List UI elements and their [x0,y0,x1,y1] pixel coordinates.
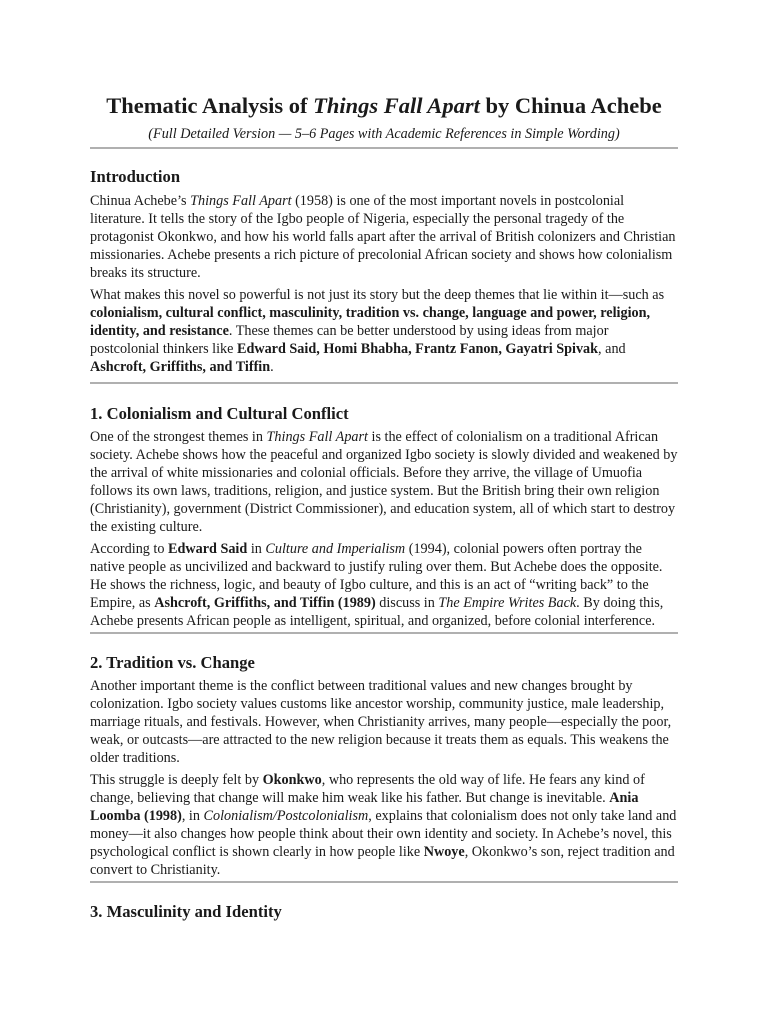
paragraph [90,428,678,536]
bold-run: colonialism, cultural conflict, masculinity, tradition vs. change, language and power, religion, identity, and resistance [90,305,651,339]
section-colonialism [90,404,678,630]
title-book: Things Fall Apart [313,93,480,118]
bold-run: Nwoye [423,844,465,860]
text-run: . [270,359,274,375]
text-run: . By doing this, Achebe presents African people as intelligent, spiritual, and organized, before colonial interference. [90,595,664,629]
bold-run: Ashcroft, Griffiths, and Tiffin [90,359,271,375]
text-run: , explains that colonialism does not only take land and money—it also changes how people think about their own identity and society. In Achebe’s novel, this psychological conflict is shown clearly in how people like [90,808,677,860]
bold-run: Edward Said, Homi Bhabha, Frantz Fanon, Gayatri Spivak [236,341,599,357]
text-run: What makes this novel so powerful is not just its story but the deep themes that lie within it—such as [90,287,665,303]
text-run: , Okonkwo’s son, reject tradition and convert to Christianity. [90,844,675,878]
text-run: , in [181,808,204,824]
text-run: . These themes can be better understood by using ideas from major postcolonial thinkers like [90,323,609,357]
divider [90,632,678,634]
title-suffix: by Chinua Achebe [479,93,662,118]
text-run: discuss in [375,595,439,611]
paragraph [90,771,678,879]
italic-run: Culture and Imperialism [265,541,406,557]
divider [90,147,678,149]
bold-run: Edward Said [168,541,248,557]
text-run: Chinua Achebe’s [90,193,191,209]
section-masculinity [90,902,678,922]
italic-run: The Empire Writes Back [438,595,577,611]
paragraph [90,677,678,767]
text-run: Another important theme is the conflict between traditional values and new changes brought by colonization. Igbo society values customs like ancestor worship, community justice, male leadership, marriage rituals, and festivals. However, when Christianity arrives, many people—especially the poor, weak, or outcasts—are attracted to the new religion because it treats them as equals. This weakens the older traditions. [90,678,672,766]
text-run: is the effect of colonialism on a traditional African society. Achebe shows how the peaceful and organized Igbo society is slowly divided and weakened by the arrival of white missionaries and colonial officials. Before they arrive, the village of Umuofia follows its own laws, traditions, religion, and justice system. But the British bring their own religion (Christianity), government (District Commissioner), and education system, all of which start to destroy the existing culture. [90,429,678,535]
text-run: (1958) is one of the most important novels in postcolonial literature. It tells the story of the Igbo people of Nigeria, especially the personal tragedy of the protagonist Okonkwo, and how his world falls apart after the arrival of British colonizers and Christian missionaries. Achebe presents a rich picture of precolonial African society and shows how colonialism breaks its structure. [90,193,676,281]
section-heading: 1. Colonialism and Cultural Conflict [90,404,349,423]
divider [90,881,678,883]
document-title [90,92,678,120]
section-heading: Introduction [90,167,181,186]
italic-run: Colonialism/Postcolonialism [203,808,369,824]
italic-run: Things Fall Apart [266,429,368,445]
section-introduction [90,167,678,376]
title-prefix: Thematic Analysis of [106,93,314,118]
bold-run: Ania Loomba (1998) [90,790,639,824]
text-run: , who represents the old way of life. He fears any kind of change, believing that change will make him weak like his father. But change is inevitable. [90,772,645,806]
section-tradition [90,653,678,879]
document-subtitle: (Full Detailed Version — 5–6 Pages with Academic References in Simple Wording) [148,126,620,142]
text-run: (1994), colonial powers often portray the native people as uncivilized and backward to justify ruling over them. But Achebe does the opposite. He shows the richness, logic, and beauty of Igbo culture, and this is an act of “writing back” to the Empire, as [90,541,663,611]
paragraph [90,286,678,376]
paragraph [90,540,678,630]
text-run: One of the strongest themes in [90,429,267,445]
section-heading: 2. Tradition vs. Change [90,653,255,672]
text-run: in [247,541,266,557]
bold-run: Ashcroft, Griffiths, and Tiffin (1989) [154,595,376,611]
section-heading: 3. Masculinity and Identity [90,902,282,921]
bold-run: Okonkwo [262,772,322,788]
italic-run: Things Fall Apart [190,193,292,209]
paragraph [90,192,678,282]
text-run: According to [90,541,169,557]
text-run: , and [598,341,626,357]
text-run: This struggle is deeply felt by [90,772,263,788]
divider [90,382,678,384]
